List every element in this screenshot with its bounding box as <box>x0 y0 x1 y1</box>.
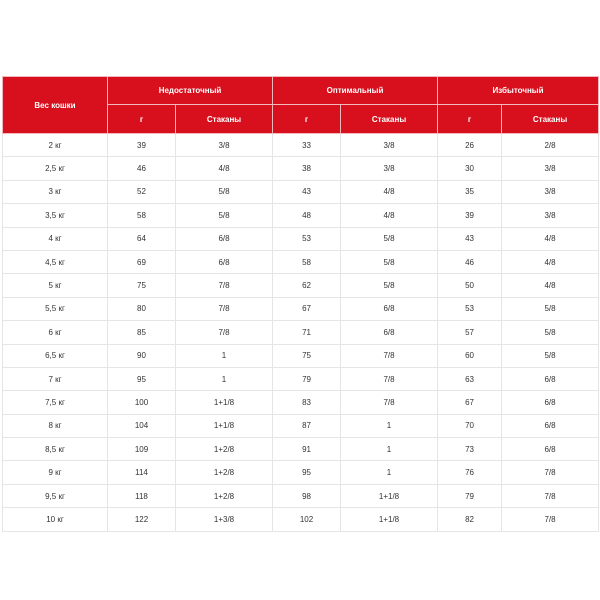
cell-overweight-grams: 67 <box>438 391 502 414</box>
cell-underweight-cups: 7/8 <box>176 321 273 344</box>
cell-weight: 2 кг <box>3 134 108 157</box>
cell-optimal-grams: 67 <box>273 297 341 320</box>
cell-optimal-grams: 53 <box>273 227 341 250</box>
cell-overweight-cups: 6/8 <box>502 438 599 461</box>
cell-underweight-cups: 5/8 <box>176 180 273 203</box>
cell-overweight-grams: 53 <box>438 297 502 320</box>
cell-underweight-cups: 1+1/8 <box>176 391 273 414</box>
cell-underweight-grams: 104 <box>108 414 176 437</box>
table-row <box>3 250 599 273</box>
cell-overweight-cups: 6/8 <box>502 367 599 390</box>
cell-overweight-grams: 70 <box>438 414 502 437</box>
cell-underweight-grams: 114 <box>108 461 176 484</box>
cell-overweight-cups: 6/8 <box>502 391 599 414</box>
cell-overweight-cups: 3/8 <box>502 180 599 203</box>
group-header-underweight: Недостаточный <box>108 77 273 105</box>
cell-optimal-grams: 83 <box>273 391 341 414</box>
table-row <box>3 274 599 297</box>
cell-optimal-cups: 3/8 <box>341 157 438 180</box>
sub-header-grams: г <box>273 105 341 134</box>
cell-underweight-cups: 1+1/8 <box>176 414 273 437</box>
cell-overweight-cups: 7/8 <box>502 461 599 484</box>
sub-header-grams: г <box>438 105 502 134</box>
cell-overweight-grams: 60 <box>438 344 502 367</box>
cell-optimal-cups: 5/8 <box>341 227 438 250</box>
cell-underweight-grams: 90 <box>108 344 176 367</box>
cell-overweight-cups: 4/8 <box>502 274 599 297</box>
table-body <box>3 134 599 532</box>
table-row <box>3 157 599 180</box>
cell-optimal-grams: 48 <box>273 204 341 227</box>
cell-underweight-grams: 80 <box>108 297 176 320</box>
cell-underweight-cups: 6/8 <box>176 227 273 250</box>
cell-underweight-cups: 6/8 <box>176 250 273 273</box>
cell-underweight-cups: 7/8 <box>176 274 273 297</box>
cell-optimal-cups: 5/8 <box>341 250 438 273</box>
table-row <box>3 391 599 414</box>
cell-optimal-grams: 87 <box>273 414 341 437</box>
cell-overweight-cups: 5/8 <box>502 297 599 320</box>
cell-weight: 5,5 кг <box>3 297 108 320</box>
cell-underweight-grams: 100 <box>108 391 176 414</box>
table-row <box>3 438 599 461</box>
cell-overweight-cups: 5/8 <box>502 344 599 367</box>
cell-weight: 9,5 кг <box>3 484 108 507</box>
cell-overweight-cups: 6/8 <box>502 414 599 437</box>
cell-optimal-cups: 5/8 <box>341 274 438 297</box>
group-header-optimal: Оптимальный <box>273 77 438 105</box>
cell-overweight-cups: 3/8 <box>502 204 599 227</box>
cell-overweight-cups: 4/8 <box>502 250 599 273</box>
cell-underweight-cups: 1+2/8 <box>176 484 273 507</box>
cell-underweight-grams: 69 <box>108 250 176 273</box>
cell-overweight-cups: 7/8 <box>502 484 599 507</box>
cell-optimal-grams: 95 <box>273 461 341 484</box>
cell-underweight-grams: 52 <box>108 180 176 203</box>
table-row <box>3 414 599 437</box>
feeding-table <box>2 76 599 532</box>
cell-underweight-grams: 58 <box>108 204 176 227</box>
cell-optimal-grams: 102 <box>273 508 341 531</box>
cell-underweight-grams: 39 <box>108 134 176 157</box>
cell-optimal-grams: 71 <box>273 321 341 344</box>
cell-overweight-grams: 35 <box>438 180 502 203</box>
cell-overweight-grams: 46 <box>438 250 502 273</box>
cell-weight: 6 кг <box>3 321 108 344</box>
sub-header-cups: Стаканы <box>341 105 438 134</box>
cell-underweight-grams: 46 <box>108 157 176 180</box>
cell-overweight-grams: 26 <box>438 134 502 157</box>
cell-underweight-cups: 1+3/8 <box>176 508 273 531</box>
cell-overweight-cups: 7/8 <box>502 508 599 531</box>
cell-overweight-grams: 63 <box>438 367 502 390</box>
cell-weight: 7,5 кг <box>3 391 108 414</box>
cell-underweight-grams: 64 <box>108 227 176 250</box>
cell-underweight-cups: 5/8 <box>176 204 273 227</box>
cell-optimal-cups: 6/8 <box>341 321 438 344</box>
cell-underweight-cups: 4/8 <box>176 157 273 180</box>
cell-optimal-grams: 58 <box>273 250 341 273</box>
cell-optimal-grams: 91 <box>273 438 341 461</box>
cell-underweight-grams: 85 <box>108 321 176 344</box>
cell-underweight-cups: 1+2/8 <box>176 461 273 484</box>
sub-header-cups: Стаканы <box>502 105 599 134</box>
cell-optimal-cups: 1 <box>341 438 438 461</box>
table-row <box>3 180 599 203</box>
cell-optimal-cups: 7/8 <box>341 344 438 367</box>
sub-header-cups: Стаканы <box>176 105 273 134</box>
cell-optimal-grams: 33 <box>273 134 341 157</box>
cell-weight: 3,5 кг <box>3 204 108 227</box>
cell-optimal-grams: 43 <box>273 180 341 203</box>
cell-optimal-grams: 75 <box>273 344 341 367</box>
sub-header-grams: г <box>108 105 176 134</box>
cell-optimal-cups: 6/8 <box>341 297 438 320</box>
cell-underweight-cups: 3/8 <box>176 134 273 157</box>
cell-overweight-grams: 39 <box>438 204 502 227</box>
cell-underweight-cups: 1+2/8 <box>176 438 273 461</box>
table-row <box>3 508 599 531</box>
header-row-groups <box>3 77 599 105</box>
cell-overweight-grams: 57 <box>438 321 502 344</box>
cell-overweight-grams: 30 <box>438 157 502 180</box>
cell-weight: 4 кг <box>3 227 108 250</box>
cell-optimal-cups: 1 <box>341 414 438 437</box>
cell-weight: 2,5 кг <box>3 157 108 180</box>
cell-weight: 3 кг <box>3 180 108 203</box>
table-row <box>3 134 599 157</box>
cell-optimal-cups: 1+1/8 <box>341 484 438 507</box>
table-row <box>3 204 599 227</box>
cell-weight: 8 кг <box>3 414 108 437</box>
cell-overweight-cups: 2/8 <box>502 134 599 157</box>
cell-optimal-cups: 4/8 <box>341 204 438 227</box>
table-row <box>3 297 599 320</box>
cell-optimal-cups: 7/8 <box>341 367 438 390</box>
weight-header: Вес кошки <box>3 77 108 134</box>
cell-optimal-cups: 1 <box>341 461 438 484</box>
table-row <box>3 321 599 344</box>
cell-optimal-cups: 4/8 <box>341 180 438 203</box>
cell-weight: 9 кг <box>3 461 108 484</box>
cell-underweight-cups: 1 <box>176 367 273 390</box>
cell-underweight-grams: 122 <box>108 508 176 531</box>
cell-weight: 4,5 кг <box>3 250 108 273</box>
table-row <box>3 461 599 484</box>
cell-overweight-cups: 5/8 <box>502 321 599 344</box>
cell-weight: 8,5 кг <box>3 438 108 461</box>
cell-weight: 6,5 кг <box>3 344 108 367</box>
cell-underweight-grams: 75 <box>108 274 176 297</box>
cell-overweight-cups: 4/8 <box>502 227 599 250</box>
cell-overweight-grams: 79 <box>438 484 502 507</box>
cell-underweight-cups: 1 <box>176 344 273 367</box>
cell-underweight-grams: 95 <box>108 367 176 390</box>
cell-overweight-cups: 3/8 <box>502 157 599 180</box>
cell-underweight-grams: 109 <box>108 438 176 461</box>
cell-underweight-cups: 7/8 <box>176 297 273 320</box>
cell-optimal-grams: 79 <box>273 367 341 390</box>
cell-optimal-grams: 98 <box>273 484 341 507</box>
cell-overweight-grams: 76 <box>438 461 502 484</box>
cell-overweight-grams: 73 <box>438 438 502 461</box>
cell-optimal-cups: 1+1/8 <box>341 508 438 531</box>
table-row <box>3 227 599 250</box>
table-row <box>3 367 599 390</box>
cell-optimal-grams: 38 <box>273 157 341 180</box>
cell-optimal-grams: 62 <box>273 274 341 297</box>
cell-overweight-grams: 50 <box>438 274 502 297</box>
table-row <box>3 484 599 507</box>
table-row <box>3 344 599 367</box>
cell-optimal-cups: 7/8 <box>341 391 438 414</box>
cell-weight: 10 кг <box>3 508 108 531</box>
cell-weight: 7 кг <box>3 367 108 390</box>
cell-underweight-grams: 118 <box>108 484 176 507</box>
cell-weight: 5 кг <box>3 274 108 297</box>
cell-overweight-grams: 82 <box>438 508 502 531</box>
group-header-overweight: Избыточный <box>438 77 599 105</box>
cell-overweight-grams: 43 <box>438 227 502 250</box>
cell-optimal-cups: 3/8 <box>341 134 438 157</box>
